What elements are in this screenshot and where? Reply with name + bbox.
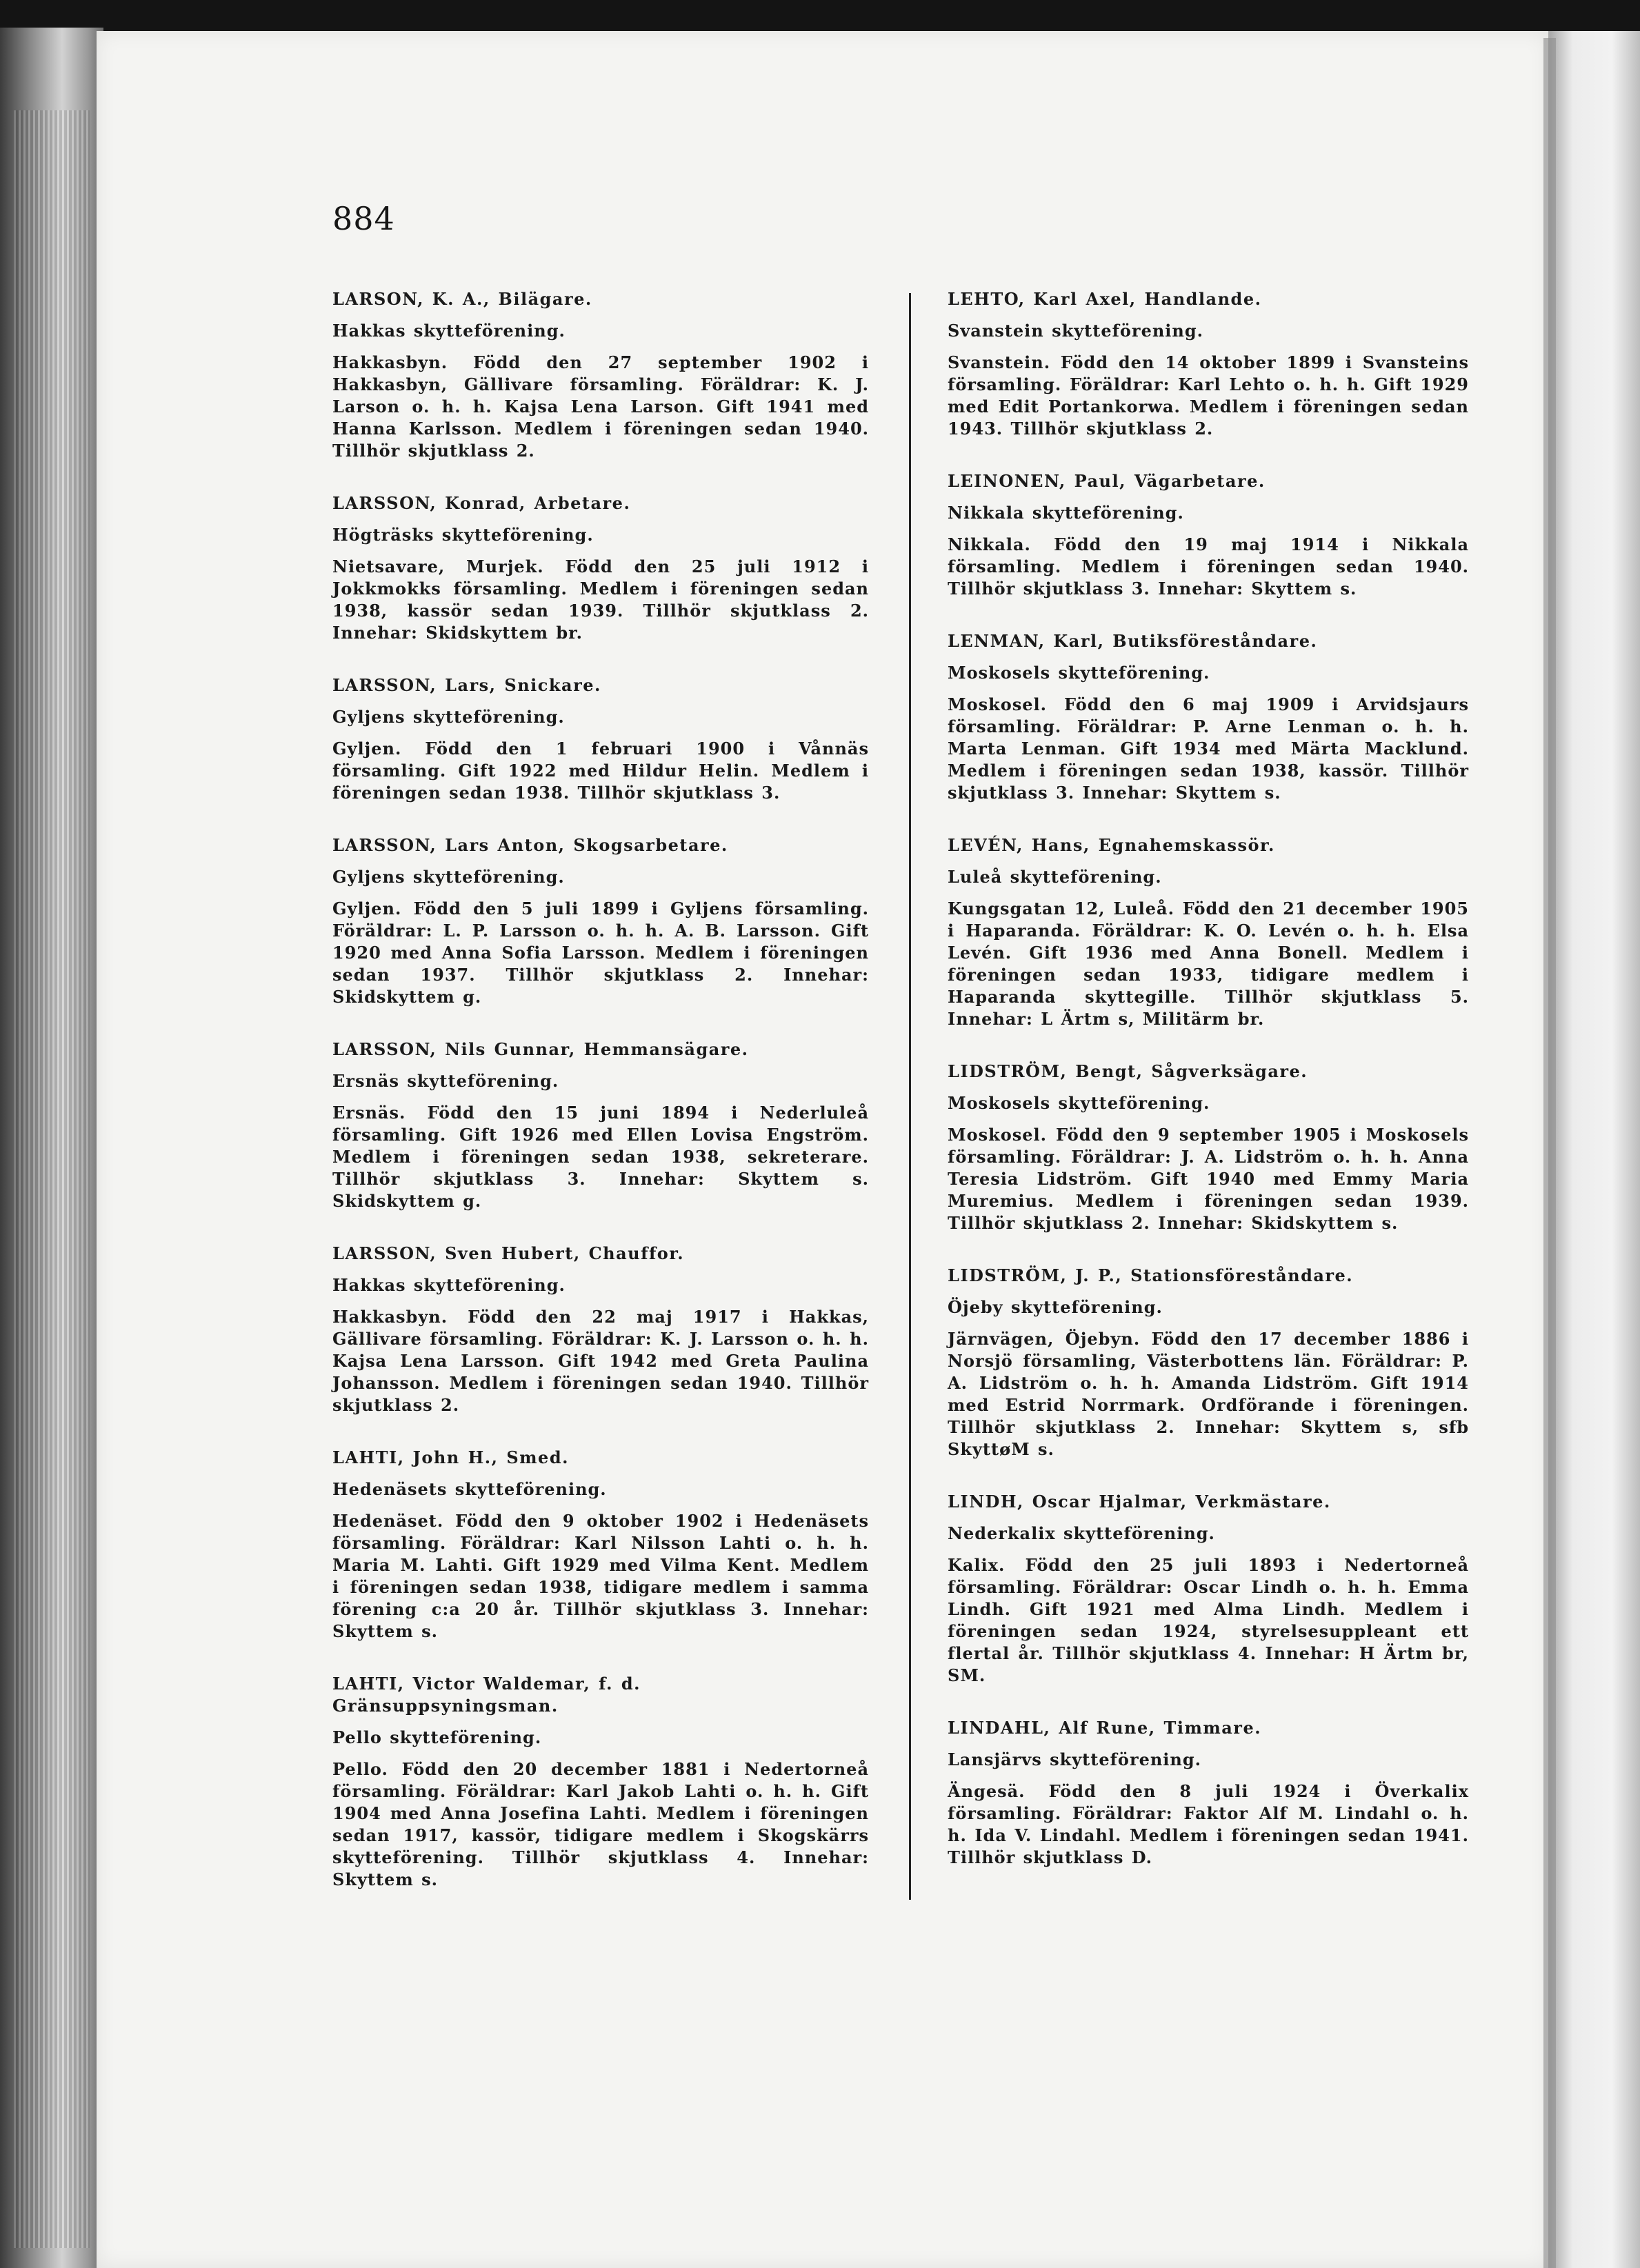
- entry-society: Svanstein skytteförening.: [948, 321, 1203, 341]
- register-entry: [332, 288, 869, 462]
- entry-society: Nikkala skytteförening.: [948, 503, 1184, 523]
- entry-body: Gyljen. Född den 1 februari 1900 i Vånnäs församling. Gift 1922 med Hildur Helin. Medlem i föreningen sedan 1938. Tillhör skjutklass 3.: [332, 739, 869, 803]
- register-entry: [948, 288, 1469, 440]
- entry-society: Luleå skytteförening.: [948, 867, 1162, 887]
- entry-body: Pello. Född den 20 december 1881 i Nedertorneå församling. Föräldrar: Karl Jakob Lahti o. h. h. Gift 1904 med Anna Josefina Lahti. Medlem i föreningen sedan 1917, kassör, tidigare medlem i Skogskärrs skytteförening. Tillhör skjutklass 4. Innehar: Skyttem s.: [332, 1759, 869, 1889]
- entry-body: Ängesä. Född den 8 juli 1924 i Överkalix församling. Föräldrar: Faktor Alf M. Lindahl o. h. h. Ida V. Lindahl. Medlem i föreningen sedan 1941. Tillhör skjutklass D.: [948, 1781, 1469, 1867]
- entry-society: Moskosels skytteförening.: [948, 663, 1210, 683]
- register-entry: [948, 470, 1469, 600]
- entry-heading: LARSSON, Lars, Snickare.: [332, 675, 601, 695]
- entry-heading: LEVÉN, Hans, Egnahemskassör.: [948, 835, 1275, 855]
- entry-heading: LINDAHL, Alf Rune, Timmare.: [948, 1718, 1262, 1738]
- register-entry: [332, 492, 869, 644]
- right-column: [948, 288, 1469, 1899]
- entry-heading: LIDSTRÖM, Bengt, Sågverksägare.: [948, 1061, 1308, 1081]
- entry-heading: LARSSON, Konrad, Arbetare.: [332, 493, 631, 513]
- entry-body: Ersnäs. Född den 15 juni 1894 i Nederluleå församling. Gift 1926 med Ellen Lovisa Engström. Medlem i föreningen sedan 1938, sekreterare. Tillhör skjutklass 3. Innehar: Skyttem s. Skidskyttem g.: [332, 1103, 869, 1211]
- entry-heading: LAHTI, Victor Waldemar, f. d. Gränsuppsyningsman.: [332, 1674, 641, 1716]
- page-edges: [14, 110, 90, 2248]
- entry-body: Järnvägen, Öjebyn. Född den 17 december 1886 i Norsjö församling, Västerbottens län. Föräldrar: P. A. Lidström o. h. h. Amanda Lidström. Gift 1914 med Estrid Norrmark. Ordförande i föreningen. Tillhör skjutklass 2. Innehar: Skyttem s, sfb SkyttøM s.: [948, 1329, 1469, 1459]
- register-entry: [948, 1265, 1469, 1461]
- entry-body: Hedenäset. Född den 9 oktober 1902 i Hedenäsets församling. Föräldrar: Karl Nilsson Lahti o. h. h. Maria M. Lahti. Gift 1929 med Vilma Kent. Medlem i föreningen sedan 1938, tidigare medlem i samma förening c:a 20 år. Tillhör skjutklass 3. Innehar: Skyttem s.: [332, 1511, 869, 1641]
- entry-society: Nederkalix skytteförening.: [948, 1523, 1215, 1543]
- entry-body: Svanstein. Född den 14 oktober 1899 i Svansteins församling. Föräldrar: Karl Lehto o. h. h. Gift 1929 med Edit Portankorwa. Medlem i föreningen sedan 1943. Tillhör skjutklass 2.: [948, 352, 1469, 439]
- entry-society: Högträsks skytteförening.: [332, 525, 594, 545]
- register-entry: [948, 1061, 1469, 1234]
- entry-society: Pello skytteförening.: [332, 1727, 542, 1747]
- entry-body: Kalix. Född den 25 juli 1893 i Nedertorneå församling. Föräldrar: Oscar Lindh o. h. h. Emma Lindh. Gift 1921 med Alma Lindh. Medlem i föreningen sedan 1924, styrelsesuppleant ett flertal år. Tillhör skjutklass 4. Innehar: H Ärtm br, SM.: [948, 1555, 1469, 1685]
- entry-society: Gyljens skytteförening.: [332, 867, 565, 887]
- entry-society: Ersnäs skytteförening.: [332, 1071, 559, 1091]
- entry-society: Hakkas skytteförening.: [332, 321, 566, 341]
- gutter-shadow: [1543, 38, 1556, 2268]
- page-number: 884: [332, 200, 395, 237]
- entry-heading: LENMAN, Karl, Butiksföreståndare.: [948, 631, 1318, 651]
- entry-society: Lansjärvs skytteförening.: [948, 1749, 1202, 1769]
- register-entry: [332, 1447, 869, 1643]
- entry-body: Gyljen. Född den 5 juli 1899 i Gyljens församling. Föräldrar: L. P. Larsson o. h. h. A. B. Larsson. Gift 1920 med Anna Sofia Larsson. Medlem i föreningen sedan 1937. Tillhör skjutklass 2. Innehar: Skidskyttem g.: [332, 899, 869, 1007]
- entry-heading: LAHTI, John H., Smed.: [332, 1447, 569, 1467]
- entry-heading: LIDSTRÖM, J. P., Stationsföreståndare.: [948, 1265, 1354, 1285]
- entry-society: Hakkas skytteförening.: [332, 1275, 566, 1295]
- entry-body: Kungsgatan 12, Luleå. Född den 21 december 1905 i Haparanda. Föräldrar: K. O. Levén o. h. h. Elsa Levén. Gift 1936 med Anna Bonell. Medlem i föreningen sedan 1933, tidigare medlem i Haparanda skyttegille. Tillhör skjutklass 5. Innehar: L Ärtm s, Militärm br.: [948, 899, 1469, 1029]
- entry-heading: LINDH, Oscar Hjalmar, Verkmästare.: [948, 1492, 1331, 1512]
- left-column: [332, 288, 869, 1921]
- entry-body: Moskosel. Född den 9 september 1905 i Moskosels församling. Föräldrar: J. A. Lidström o. h. h. Anna Teresia Lidström. Gift 1940 med Emmy Maria Muremius. Medlem i föreningen sedan 1939. Tillhör skjutklass 2. Innehar: Skidskyttem s.: [948, 1125, 1469, 1233]
- book-spine: [0, 28, 103, 2268]
- entry-society: Hedenäsets skytteförening.: [332, 1479, 607, 1499]
- entry-society: Moskosels skytteförening.: [948, 1093, 1210, 1113]
- entry-body: Hakkasbyn. Född den 22 maj 1917 i Hakkas, Gällivare församling. Föräldrar: K. J. Larsson o. h. h. Kajsa Lena Larsson. Gift 1942 med Greta Paulina Johansson. Medlem i föreningen sedan 1940. Tillhör skjutklass 2.: [332, 1307, 869, 1415]
- register-entry: [948, 1491, 1469, 1687]
- entry-heading: LARSSON, Nils Gunnar, Hemmansägare.: [332, 1039, 749, 1059]
- entry-body: Hakkasbyn. Född den 27 september 1902 i Hakkasbyn, Gällivare församling. Föräldrar: K. J. Larson o. h. h. Kajsa Lena Larson. Gift 1941 med Hanna Karlsson. Medlem i föreningen sedan 1940. Tillhör skjutklass 2.: [332, 352, 869, 461]
- register-entry: [332, 834, 869, 1008]
- register-entry: [948, 834, 1469, 1030]
- entry-society: Öjeby skytteförening.: [948, 1297, 1163, 1317]
- entry-society: Gyljens skytteförening.: [332, 707, 565, 727]
- entry-body: Nietsavare, Murjek. Född den 25 juli 1912 i Jokkmokks församling. Medlem i föreningen sedan 1938, kassör sedan 1939. Tillhör skjutklass 2. Innehar: Skidskyttem br.: [332, 556, 869, 643]
- entry-body: Moskosel. Född den 6 maj 1909 i Arvidsjaurs församling. Föräldrar: P. Arne Lenman o. h. h. Marta Lenman. Gift 1934 med Märta Macklund. Medlem i föreningen sedan 1938, kassör. Tillhör skjutklass 3. Innehar: Skyttem s.: [948, 694, 1469, 803]
- entry-heading: LARSON, K. A., Bilägare.: [332, 289, 592, 309]
- entry-heading: LARSSON, Lars Anton, Skogsarbetare.: [332, 835, 728, 855]
- register-entry: [332, 1673, 869, 1891]
- entry-heading: LARSSON, Sven Hubert, Chauffor.: [332, 1243, 685, 1263]
- entry-heading: LEINONEN, Paul, Vägarbetare.: [948, 471, 1266, 491]
- register-entry: [948, 1717, 1469, 1869]
- entry-heading: LEHTO, Karl Axel, Handlande.: [948, 289, 1262, 309]
- column-divider: [909, 293, 911, 1900]
- register-entry: [948, 630, 1469, 804]
- entry-body: Nikkala. Född den 19 maj 1914 i Nikkala församling. Medlem i föreningen sedan 1940. Tillhör skjutklass 3. Innehar: Skyttem s.: [948, 534, 1469, 599]
- register-entry: [332, 1243, 869, 1416]
- register-entry: [332, 674, 869, 804]
- register-entry: [332, 1038, 869, 1212]
